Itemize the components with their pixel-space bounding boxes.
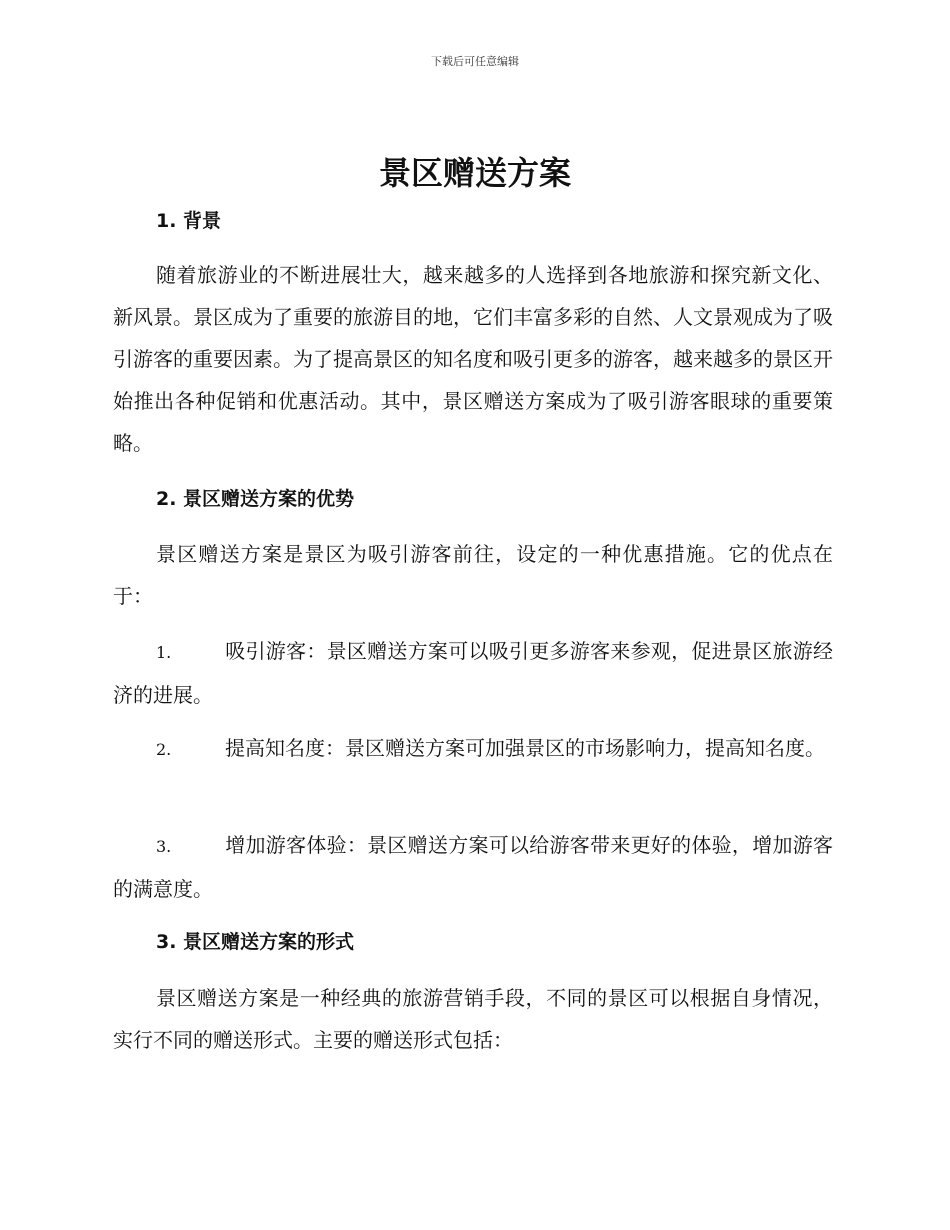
section-heading-forms: 3. 景区赠送方案的形式: [156, 931, 355, 953]
section-paragraph-forms: 景区赠送方案是一种经典的旅游营销手段，不同的景区可以根据自身情况，实行不同的赠送形式。主要的赠送形式包括：: [113, 986, 833, 1052]
list-item-text: 吸引游客：景区赠送方案可以吸引更多游客来参观，促进景区旅游经济的进展。: [113, 639, 833, 707]
section-paragraph-background: 随着旅游业的不断进展壮大，越来越多的人选择到各地旅游和探究新文化、新风景。景区成为了重要的旅游目的地，它们丰富多彩的自然、人文景观成为了吸引游客的重要因素。为了提高景区的知名度和吸引更多的游客，越来越多的景区开始推出各种促销和优惠活动。其中，景区赠送方案成为了吸引游客眼球的重要策略。: [113, 263, 833, 455]
list-item-number: 1.: [156, 643, 172, 662]
section-paragraph-advantages: 景区赠送方案是景区为吸引游客前往，设定的一种优惠措施。它的优点在于：: [113, 542, 833, 608]
list-item: [113, 727, 833, 771]
list-item-text: 提高知名度：景区赠送方案可加强景区的市场影响力，提高知名度。: [225, 736, 825, 760]
list-item: [113, 824, 833, 910]
list-item-number: 2.: [156, 740, 172, 759]
document-title: 景区赠送方案: [378, 154, 571, 192]
section-heading-background: 1. 背景: [156, 210, 222, 232]
list-item-text: 增加游客体验：景区赠送方案可以给游客带来更好的体验，增加游客的满意度。: [113, 833, 833, 901]
section-heading-advantages: 2. 景区赠送方案的优势: [156, 488, 355, 510]
list-item-number: 3.: [156, 837, 172, 856]
page-header: 下载后可任意编辑: [431, 55, 519, 68]
list-item: [113, 630, 833, 716]
